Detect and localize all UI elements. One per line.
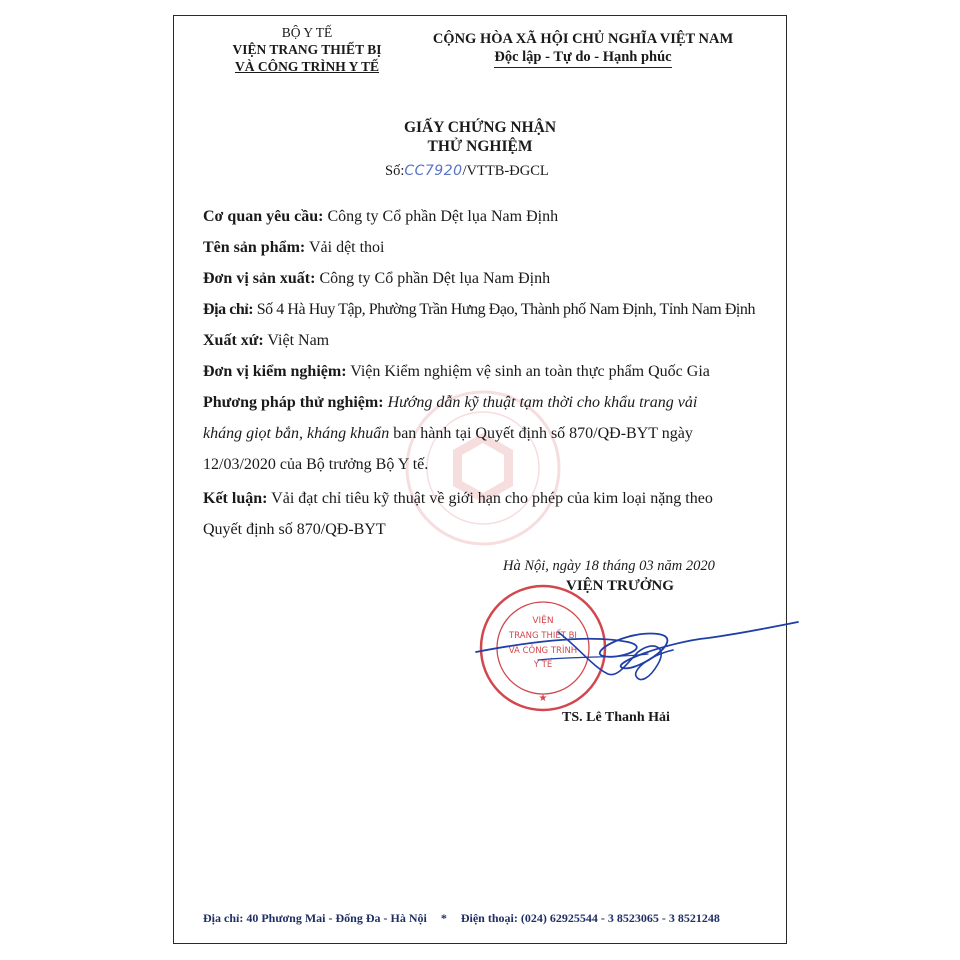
ministry-name: BỘ Y TẾ — [281, 25, 333, 40]
footer-separator: * — [440, 911, 447, 925]
doc-number-suffix: /VTTB-ĐGCL — [462, 163, 549, 179]
footer-address: Địa chỉ: 40 Phương Mai - Đống Đa - Hà Nội — [203, 911, 427, 925]
svg-text:TRANG THIẾT BỊ: TRANG THIẾT BỊ — [509, 631, 577, 641]
institute-name-line2: VÀ CÔNG TRÌNH Y TẾ — [234, 59, 380, 74]
field-value: ban hành tại Quyết định số 870/QĐ-BYT ngày — [389, 425, 693, 442]
field-value: Vải đạt chỉ tiêu kỹ thuật về giới hạn cho phép của kim loại nặng theo — [267, 490, 713, 507]
field-manufacturer — [203, 269, 550, 289]
field-testing-unit — [203, 362, 710, 382]
doc-number-handwritten: CC7920 — [404, 163, 463, 179]
national-header — [418, 30, 748, 68]
field-label: Cơ quan yêu cầu: — [203, 208, 324, 225]
field-label: Tên sản phẩm: — [203, 239, 306, 256]
field-label: Đơn vị sản xuất: — [203, 270, 316, 287]
footer-contact — [203, 911, 720, 926]
field-test-method-line2 — [203, 424, 693, 444]
svg-text:VÀ CÔNG TRÌNH: VÀ CÔNG TRÌNH — [508, 646, 578, 656]
title-line1: GIẤY CHỨNG NHẬN — [403, 119, 557, 136]
document-number — [385, 163, 549, 180]
svg-text:VIỆN: VIỆN — [532, 616, 554, 626]
field-value: Công ty Cổ phần Dệt lụa Nam Định — [315, 270, 551, 287]
field-address — [203, 300, 755, 320]
field-label: Đơn vị kiểm nghiệm: — [203, 363, 347, 380]
institute-name-line1: VIỆN TRANG THIẾT BỊ — [232, 42, 382, 57]
field-label: Xuất xứ: — [203, 332, 264, 349]
field-origin — [203, 331, 329, 351]
republic-name: CỘNG HÒA XÃ HỘI CHỦ NGHĨA VIỆT NAM — [432, 31, 734, 47]
footer-phone: Điện thoại: (024) 62925544 - 3 8523065 - 3 8521248 — [460, 911, 720, 925]
place-and-date: Hà Nội, ngày 18 tháng 03 năm 2020 — [503, 558, 715, 574]
signer-name: TS. Lê Thanh Hải — [562, 710, 670, 725]
field-value: Viện Kiểm nghiệm vệ sinh an toàn thực phẩm Quốc Gia — [346, 363, 710, 380]
svg-text:★: ★ — [538, 693, 548, 704]
field-value: Công ty Cổ phần Dệt lụa Nam Định — [323, 208, 559, 225]
field-requesting-agency — [203, 207, 558, 227]
issuing-agency-header — [212, 24, 402, 75]
field-value-italic: kháng giọt bắn, kháng khuẩn — [203, 425, 390, 442]
field-value: Hướng dẫn kỹ thuật tạm thời cho khẩu trang vải — [383, 394, 698, 411]
field-value: Quyết định số 870/QĐ-BYT — [203, 521, 386, 538]
field-value: Số 4 Hà Huy Tập, Phường Trần Hưng Đạo, Thành phố Nam Định, Tỉnh Nam Định — [253, 301, 756, 318]
signer-title: VIỆN TRƯỞNG — [566, 578, 674, 594]
field-label: Phương pháp thử nghiệm: — [203, 394, 384, 411]
field-conclusion-line2 — [203, 520, 386, 540]
field-value: 12/03/2020 của Bộ trưởng Bộ Y tế. — [203, 456, 429, 473]
document-title — [330, 118, 630, 156]
field-test-method — [203, 393, 697, 413]
title-line2: THỬ NGHIỆM — [427, 138, 533, 155]
field-value: Vải dệt thoi — [305, 239, 385, 256]
field-conclusion — [203, 489, 713, 509]
field-label: Địa chỉ: — [203, 301, 254, 318]
field-test-method-line3 — [203, 455, 428, 475]
doc-number-prefix: Số: — [385, 163, 405, 179]
field-value: Việt Nam — [263, 332, 330, 349]
field-label: Kết luận: — [203, 490, 268, 507]
svg-text:Y TẾ: Y TẾ — [533, 660, 553, 670]
field-product-name — [203, 238, 385, 258]
national-motto: Độc lập - Tự do - Hạnh phúc — [494, 48, 671, 68]
handwritten-signature-icon — [468, 612, 808, 702]
